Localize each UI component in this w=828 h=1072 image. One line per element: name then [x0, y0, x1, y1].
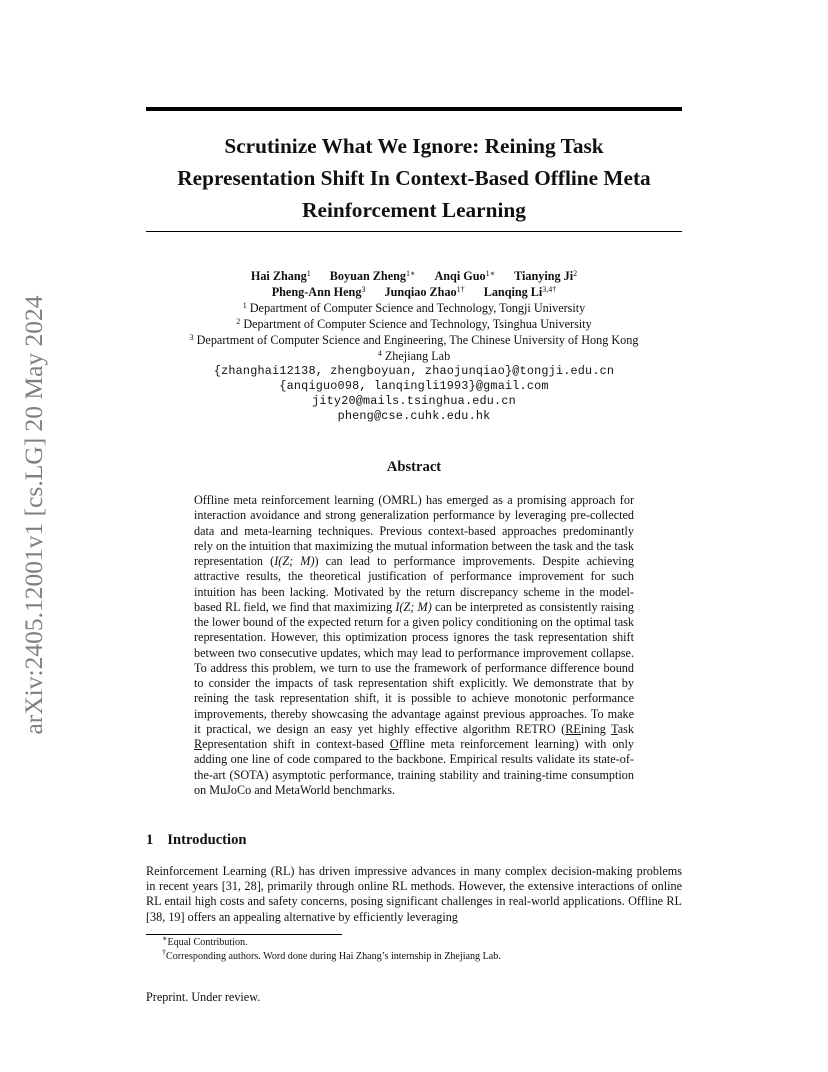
author-row: [120, 268, 708, 284]
affiliation: $^4$ Zhejiang Lab: [377, 349, 451, 363]
math-expression: I(Z; M): [395, 599, 432, 614]
title-top-rule: [146, 107, 682, 111]
footnote: ∗Equal Contribution.: [162, 934, 248, 948]
intro-paragraph: Reinforcement Learning (RL) has driven impressive advances in many complex decision-making problems in recent years [31, 28], primarily through online RL methods. However, the extensive interactions of online RL entail high costs and safety concerns, posing significant challenges in real-world applications. Offline RL [38, 19] offers an appealing alternative by efficiently leveraging: [146, 864, 682, 924]
footnote-rule: [146, 934, 342, 935]
footnote: †Corresponding authors. Word done during Hai Zhang’s internship in Zhejiang Lab.: [162, 948, 501, 962]
author-name: Hai Zhang$^1$: [250, 269, 311, 283]
email-line: pheng@cse.cuhk.edu.hk: [337, 408, 491, 423]
author-block: [120, 268, 708, 424]
author-name: Tianying Ji$^2$: [514, 269, 578, 283]
author-row: [120, 284, 708, 300]
affiliation: $^1$ Department of Computer Science and Technology, Tongji University: [242, 301, 586, 315]
author-name: Boyuan Zheng$^{1∗}$: [329, 269, 416, 283]
email-line: {zhanghai12138, zhengboyuan, zhaojunqiao}@tongji.edu.cn: [213, 364, 615, 378]
affiliation: $^2$ Department of Computer Science and Technology, Tsinghua University: [236, 317, 592, 331]
title-line: Scrutinize What We Ignore: Reining Task: [224, 134, 604, 158]
arxiv-watermark: arXiv:2405.12001v1 [cs.LG] 20 May 2024: [19, 295, 48, 735]
title-line: Representation Shift In Context-Based Offline Meta: [177, 166, 651, 190]
abstract-heading: Abstract: [386, 459, 442, 475]
title-bottom-rule: [146, 231, 682, 232]
author-name: Anqi Guo$^{1∗}$: [434, 269, 496, 283]
email-line: jity20@mails.tsinghua.edu.cn: [312, 393, 516, 408]
email-line: {anqiguo098, lanqingli1993}@gmail.com: [279, 378, 549, 393]
affiliation: $^3$ Department of Computer Science and Engineering, The Chinese University of Hong Kong: [189, 333, 639, 347]
math-expression: I(Z; M): [274, 554, 315, 568]
author-name: Junqiao Zhao$^{1\dagger}$: [384, 285, 465, 299]
author-name: Lanqing $Li^{3,4\dagger}$: [483, 285, 557, 299]
section-heading: 1 Introduction: [146, 832, 247, 848]
footnotes: [162, 936, 682, 964]
abstract-body: Offline meta reinforcement learning (OMRL) has emerged as a promising approach for interaction avoidance and strong generalization performance by leveraging pre-collected data and meta-learning techniques. Previous context-based approaches predominantly rely on the intuition that maximizing the mutual information between the task and the task representation (I(Z; M)) can lead to performance improvements. Despite achieving attractive results, the theoretical justification of performance improvement for such intuition has been lacking. Motivated by the return discrepancy scheme in the model-based RL field, we find that maximizing I(Z; M) can be interpreted as consistently raising the lower bound of the expected return for a given policy conditioning on the optimal task representation. However, this optimization process ignores the task representation shift between two consecutive updates, which may lead to performance improvement collapse. To address this problem, we turn to use the framework of performance difference bound to consider the impacts of task representation shift explicitly. We demonstrate that by reining the task representation shift, it is possible to achieve monotonic performance improvements, thereby showcasing the advantage against previous approaches. To make it practical, we design an easy yet highly effective algorithm RETRO (REining Task Representation shift in context-based Offline meta reinforcement learning) with only adding one line of code compared to the backbone. Empirical results validate its state-of-the-art (SOTA) asymptotic performance, training stability and training-time consumption on MuJoCo and MetaWorld benchmarks.: [194, 493, 635, 797]
paper-title: [146, 130, 682, 226]
preprint-notice: Preprint. Under review.: [146, 990, 261, 1004]
title-line: Reinforcement Learning: [302, 198, 526, 222]
author-name: Pheng-Ann Heng$^3$: [271, 285, 366, 299]
